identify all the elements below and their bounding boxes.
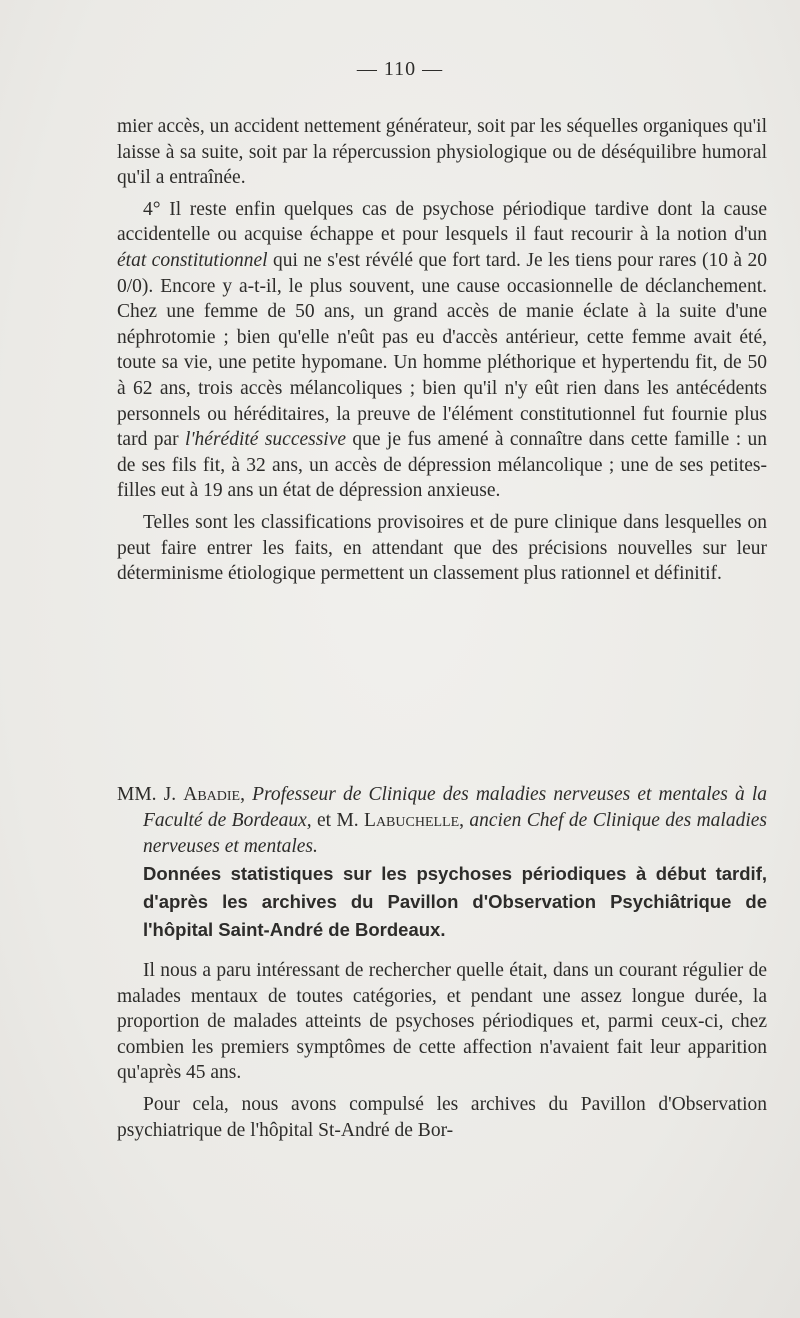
paragraph-method: Pour cela, nous avons compulsé les archives du Pavillon d'Observation psychiatrique de l'hôpital St-André de Bor- (117, 1093, 767, 1141)
paragraph-continued: mier accès, un accident nettement générateur, soit par les séquelles organiques qu'il laisse à sa suite, soit par la répercussion physiologique ou de déséquilibre humoral qu'il a entraînée. (117, 116, 767, 189)
text-run: qui ne s'est révélé que fort tard. Je les tiens pour rares (10 à 20 0/0). Encore y a-t-il, le plus souvent, une cause occasionnelle de déclanchement. Chez une femme de 50 ans, un grand accès de manie éclate à la suite d'une néphrotomie ; bien qu'elle n'eût pas eu d'accès antérieur, cette femme avait été, toute sa vie, une petite hypomane. Un homme pléthorique et hypertendu fit, de 50 à 62 ans, trois accès mélancoliques ; bien qu'il n'y eût rien dans les antécédents personnels ou héréditaires, la preuve de l'élément constitutionnel fut fournie plus tard par (117, 249, 767, 451)
article-header (117, 782, 767, 944)
author-name-abadie: Abadie (183, 784, 241, 805)
page-number: — 110 — (356, 58, 444, 80)
emphasis-heredite-successive: l'hérédité successive (184, 429, 347, 451)
text-run: 4° Il reste enfin quelques cas de psychose périodique tardive dont la cause accidentelle ou acquise échappe et pour lesquels il faut recourir à la notion d'un (117, 198, 767, 246)
section-continuation (117, 114, 767, 587)
text-run: que je fus amené à connaître dans cette famille : un de ses fils fit, à 32 ans, un accès de dépression mélancolique ; une de ses petites-filles eut à 19 ans un état de dépression anxieuse. (117, 429, 767, 502)
author-role-abadie: Professeur de Clinique des maladies nerveuses et mentales à la Faculté de Bordeaux, (143, 784, 767, 831)
author-role-labuchelle: ancien Chef de Clinique des maladies nerveuses et mentales. (143, 810, 767, 857)
authors-conjunction: et M. (311, 810, 365, 831)
authors-prefix: MM. J. (117, 784, 184, 805)
paragraph-intro: Il nous a paru intéressant de rechercher quelle était, dans un courant régulier de malades mentaux de toutes catégories, et pendant une assez longue durée, la proportion de malades atteints de psychoses périodiques et, parmi ceux-ci, chez combien les premiers symptômes de cette affection n'avaient fait leur apparition qu'après 45 ans. (117, 960, 767, 1084)
emphasis-etat-constitutionnel: état constitutionnel (117, 249, 268, 271)
section-article-body (117, 958, 767, 1143)
paragraph-conclusion: Telles sont les classifications provisoires et de pure clinique dans lesquelles on peut faire entrer les faits, en attendant que des précisions nouvelles sur leur déterminisme étiologique permettent un classement plus rationnel et définitif. (117, 511, 767, 585)
article-title: Données statistiques sur les psychoses périodiques à début tardif, d'après les archives du Pavillon d'Observation Psychiâtrique de l'hôpital Saint-André de Bordeaux. (143, 863, 767, 940)
author-name-labuchelle: Labuchelle (364, 810, 460, 831)
paragraph-point-4 (117, 197, 767, 504)
author-line: MM. J. Abadie, Professeur de Clinique des maladies nerveuses et mentales à la Faculté de Bordeaux, et M. Labuchelle, ancien Chef de Clinique des maladies nerveuses et mentales. Données statistiques sur les psychoses périodiques à début tardif, d'après les archives du Pavillon d'Observation Psychiâtrique de l'hôpital Saint-André de Bordeaux. (117, 784, 767, 940)
